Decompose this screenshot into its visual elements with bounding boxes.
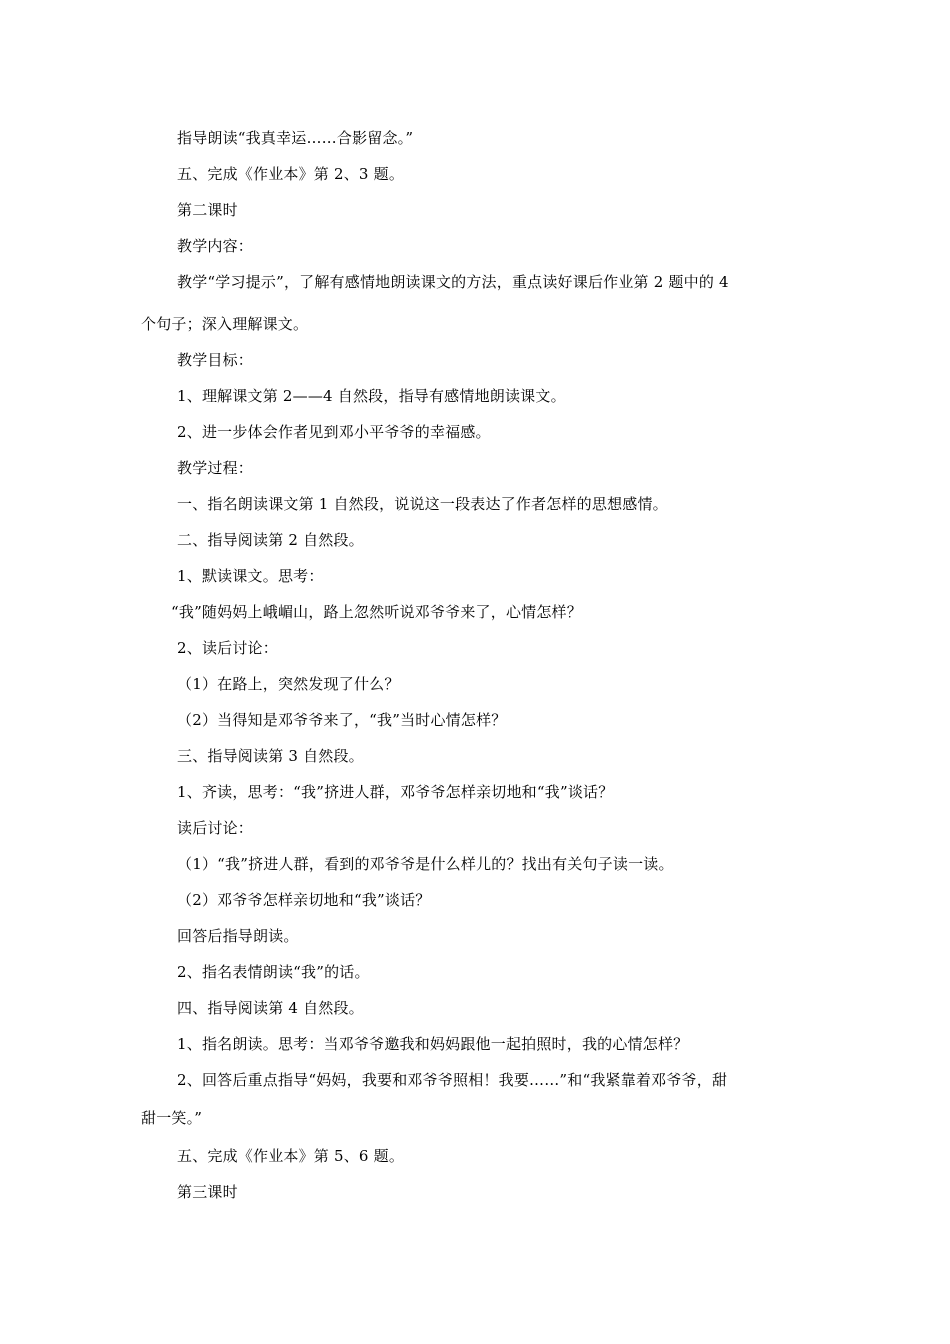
text-line: 四、指导阅读第 4 自然段。: [177, 999, 364, 1017]
text-line: 教学“学习提示”，了解有感情地朗读课文的方法，重点读好课后作业第 2 题中的 4: [177, 273, 729, 291]
subheading: 教学目标：: [177, 351, 254, 369]
text-line: 五、完成《作业本》第 5、6 题。: [177, 1147, 405, 1165]
text-line: 个句子；深入理解课文。: [141, 315, 309, 333]
text-line: 二、指导阅读第 2 自然段。: [177, 531, 364, 549]
text-line: 回答后指导朗读。: [177, 927, 299, 945]
text-line: 五、完成《作业本》第 2、3 题。: [177, 165, 405, 183]
text-line: 2、指名表情朗读“我”的话。: [177, 963, 370, 981]
text-line: 指导朗读“我真幸运……合影留念。”: [177, 129, 414, 147]
subheading: 教学过程：: [177, 459, 254, 477]
text-line: 1、默读课文。思考：: [177, 567, 324, 585]
text-line: （2）当得知是邓爷爷来了，“我”当时心情怎样？: [177, 711, 507, 729]
text-line: 三、指导阅读第 3 自然段。: [177, 747, 364, 765]
text-line: 2、读后讨论：: [177, 639, 278, 657]
text-line: “我”随妈妈上峨嵋山，路上忽然听说邓爷爷来了，心情怎样？: [171, 603, 582, 621]
text-line: 甜一笑。”: [141, 1109, 203, 1127]
text-line: 读后讨论：: [177, 819, 254, 837]
subheading: 教学内容：: [177, 237, 254, 255]
section-heading: 第二课时: [177, 201, 238, 219]
text-line: 一、指名朗读课文第 1 自然段，说说这一段表达了作者怎样的思想感情。: [177, 495, 668, 513]
text-line: 1、理解课文第 2——4 自然段，指导有感情地朗读课文。: [177, 387, 566, 405]
section-heading: 第三课时: [177, 1183, 238, 1201]
text-line: 1、齐读，思考：“我”挤进人群，邓爷爷怎样亲切地和“我”谈话？: [177, 783, 614, 801]
text-line: （1）在路上，突然发现了什么？: [177, 675, 400, 693]
text-line: （1）“我”挤进人群，看到的邓爷爷是什么样儿的？找出有关句子读一读。: [177, 855, 674, 873]
text-line: 1、指名朗读。思考：当邓爷爷邀我和妈妈跟他一起拍照时，我的心情怎样？: [177, 1035, 689, 1053]
text-line: 2、回答后重点指导“妈妈，我要和邓爷爷照相！我要……”和“我紧靠着邓爷爷，甜: [177, 1071, 728, 1089]
text-line: 2、进一步体会作者见到邓小平爷爷的幸福感。: [177, 423, 491, 441]
text-line: （2）邓爷爷怎样亲切地和“我”谈话？: [177, 891, 431, 909]
